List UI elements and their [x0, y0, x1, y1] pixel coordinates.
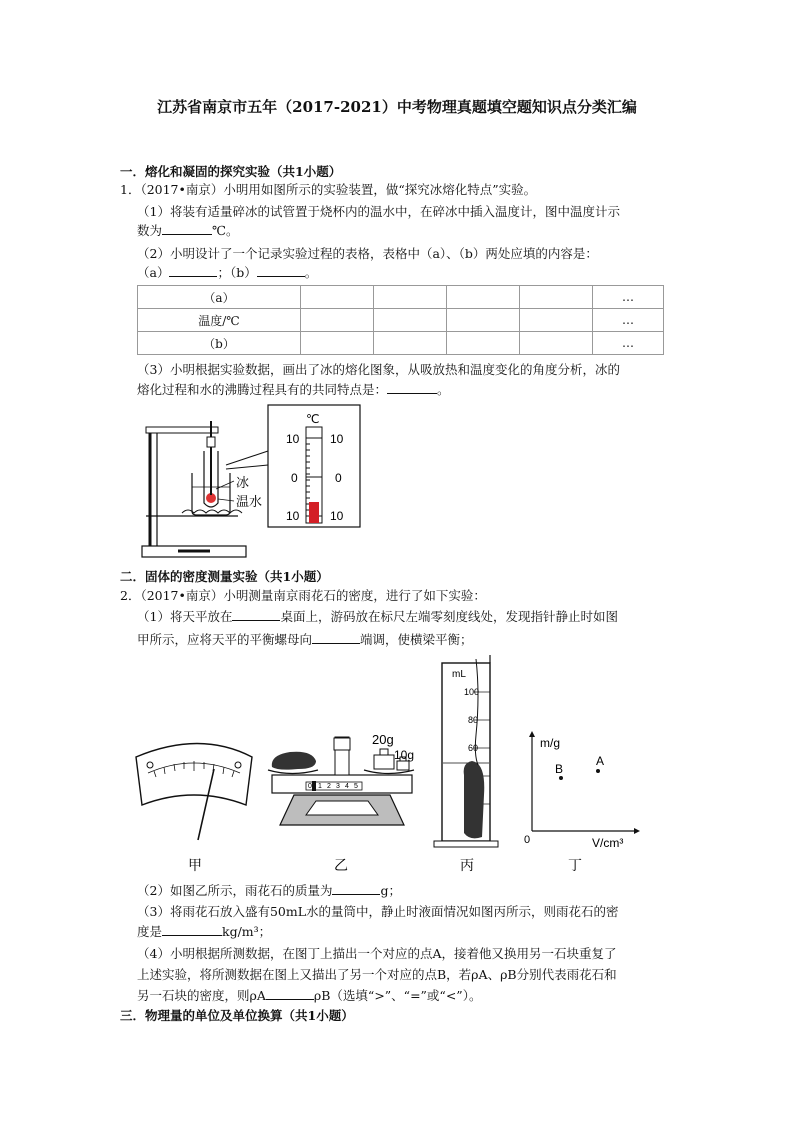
answer-blank — [387, 381, 437, 394]
figure-label-ding: 丁 — [568, 857, 582, 873]
weight-label-10g: 10g — [394, 748, 415, 762]
rain-flower-stone — [272, 752, 316, 770]
table-row — [138, 286, 664, 309]
figure-label-yi: 乙 — [334, 857, 348, 873]
table-row — [138, 332, 664, 355]
table-cell-ellipsis: … — [593, 332, 664, 355]
base-window — [306, 801, 378, 815]
table-cell-label: （a） — [138, 286, 301, 309]
q2-part1-line2: 甲所示，应将天平的平衡螺母向 端调，使横梁平衡； — [137, 632, 473, 647]
answer-blank — [232, 608, 280, 621]
page-title: 江苏省南京市五年（2017-2021）中考物理真题填空题知识点分类汇编 — [157, 98, 637, 116]
table-cell — [301, 332, 374, 355]
tick-label-left: 10 — [286, 509, 300, 523]
table-cell — [301, 286, 374, 309]
table-cell — [520, 332, 593, 355]
point-b — [559, 776, 563, 780]
table-cell-ellipsis: … — [593, 286, 664, 309]
celsius-unit: ℃ — [306, 412, 320, 426]
table-cell — [374, 332, 447, 355]
point-a — [596, 769, 600, 773]
cylinder-unit: mL — [452, 669, 466, 680]
density-experiment-figures — [130, 655, 650, 877]
right-pan — [364, 770, 414, 774]
cyl-tick-label: 80 — [468, 715, 479, 725]
answer-blank — [162, 923, 222, 936]
q2-part4-line2: 上述实验，将所测数据在图上又描出了另一个对应的点B，若ρA、ρB分别代表雨花石和 — [137, 967, 617, 982]
q1-part2-line2: （a） ；（b） 。 — [137, 265, 318, 280]
q1-part3-line2: 熔化过程和水的沸腾过程具有的共同特点是： 。 — [137, 382, 450, 397]
answer-blank — [266, 987, 314, 1000]
q1-part3-line1: （3）小明根据实验数据，画出了冰的熔化图象，从吸放热和温度变化的角度分析，冰的 — [137, 362, 620, 377]
ice-melting-apparatus-figure — [138, 403, 363, 561]
ice-label: 冰 — [236, 475, 250, 490]
origin-label: 0 — [524, 834, 531, 846]
table-cell — [520, 309, 593, 332]
answer-blank — [312, 631, 360, 644]
figure-label-jia: 甲 — [188, 857, 202, 873]
water-pointer — [218, 499, 234, 501]
q2-part2: （2）如图乙所示，雨花石的质量为 g； — [137, 883, 401, 898]
table-cell — [447, 309, 520, 332]
table-cell — [520, 286, 593, 309]
weight-20g — [374, 755, 394, 769]
cylinder-base — [434, 841, 498, 847]
callout-line — [226, 465, 268, 469]
left-pan — [268, 770, 318, 774]
pointer-scale-top — [334, 738, 350, 750]
y-axis-arrow — [529, 731, 535, 737]
q1-part2-line1: （2）小明设计了一个记录实验过程的表格，表格中（a）、（b）两处应填的内容是： — [137, 246, 598, 261]
weight-10g — [397, 761, 409, 770]
stone-in-cylinder — [464, 761, 485, 838]
ice-pointer — [216, 481, 234, 489]
q2-part1-line1: （1）将天平放在 桌面上，游码放在标尺左端零刻度线处，发现指针静止时如图 — [137, 609, 618, 624]
table-cell — [374, 309, 447, 332]
graduated-cylinder-figure — [434, 655, 498, 873]
tick-label-right: 10 — [330, 509, 344, 523]
point-a-label: A — [596, 754, 605, 768]
q1-part1-line1: （1）将装有适量碎冰的试管置于烧杯内的温水中，在碎冰中插入温度计，图中温度计示 — [137, 204, 620, 219]
q2-part3-line2: 度是 kg/m³； — [137, 924, 272, 939]
tick-label-left: 0 — [291, 471, 298, 485]
scale-num: 3 — [336, 783, 340, 790]
q2-part4-line3: 另一石块的密度，则ρA ρB（选填“>”、“=”或“<”）。 — [137, 988, 482, 1003]
section-heading-3: 三．物理量的单位及单位换算（共1小题） — [120, 1008, 354, 1023]
weight-20g-knob — [380, 749, 388, 755]
scale-num: 0 — [308, 783, 312, 790]
section-heading-1: 一．熔化和凝固的探究实验（共1小题） — [120, 164, 342, 179]
weight-label-20g: 20g — [372, 732, 394, 747]
mercury-column — [309, 502, 319, 523]
table-cell — [447, 286, 520, 309]
question-1-stem: 1．（2017•南京）小明用如图所示的实验装置，做“探究冰熔化特点”实验。 — [120, 182, 537, 197]
x-axis-label: V/cm³ — [592, 836, 624, 850]
table-cell-label: （b） — [138, 332, 301, 355]
cyl-tick-label: 100 — [464, 687, 480, 697]
section-heading-2: 二．固体的密度测量实验（共1小题） — [120, 569, 329, 584]
x-axis-arrow — [634, 828, 640, 834]
table-row — [138, 309, 664, 332]
table-cell — [374, 286, 447, 309]
record-table — [137, 285, 664, 355]
table-cell — [301, 309, 374, 332]
figure-label-bing: 丙 — [460, 857, 474, 873]
tick-label-right: 0 — [335, 471, 342, 485]
q2-part4-line1: （4）小明根据所测数据，在图丁上描出一个对应的点A，接着他又换用另一石块重复了 — [137, 946, 617, 961]
rider — [312, 781, 316, 791]
tick-label-right: 10 — [330, 432, 344, 446]
scale-num: 1 — [318, 783, 322, 790]
answer-blank — [332, 882, 380, 895]
clamp-arm — [146, 427, 218, 433]
balance-pointer-dial-figure — [136, 744, 252, 874]
q2-part3-line1: （3）将雨花石放入盛有50mL水的量筒中，静止时液面情况如图丙所示，则雨花石的密 — [137, 904, 619, 919]
tick-label-left: 10 — [286, 432, 300, 446]
answer-blank — [169, 264, 217, 277]
answer-blank — [257, 264, 305, 277]
y-axis-label: m/g — [540, 736, 561, 750]
table-cell — [447, 332, 520, 355]
table-cell-ellipsis: … — [593, 309, 664, 332]
warm-water-label: 温水 — [236, 494, 263, 509]
dial-face — [136, 744, 252, 806]
point-b-label: B — [555, 762, 564, 776]
wire-gauze — [182, 510, 242, 513]
scale-num: 4 — [345, 783, 349, 790]
scale-num: 5 — [354, 783, 358, 790]
callout-line — [226, 451, 268, 465]
answer-blank — [162, 222, 212, 235]
table-cell-label: 温度/℃ — [138, 309, 301, 332]
cyl-tick-label: 60 — [468, 743, 479, 753]
mass-volume-graph-figure — [524, 731, 640, 873]
question-2-stem: 2．（2017•南京）小明测量南京雨花石的密度，进行了如下实验： — [120, 588, 486, 603]
tube-clamp — [207, 437, 215, 447]
q1-part1-line2: 数为 ℃。 — [137, 223, 239, 238]
balance-with-weights-figure — [268, 732, 414, 873]
scale-num: 2 — [327, 783, 331, 790]
